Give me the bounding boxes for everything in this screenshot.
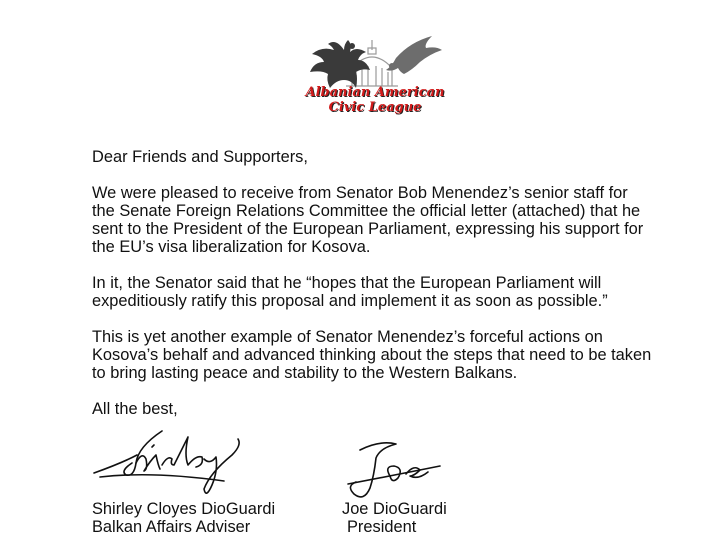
paragraph-3: This is yet another example of Senator Menendez’s forceful actions on Kosova’s behalf and advanced thinking about the steps that need to be taken to bring lasting peace and stability to the Western Balkans. (92, 328, 652, 382)
signature-shirley (92, 425, 282, 505)
closing: All the best, (92, 400, 178, 418)
signer-title: Balkan Affairs Adviser (92, 518, 251, 536)
handwritten-signature-icon (92, 425, 282, 505)
signer-name: Shirley Cloyes DioGuardi (92, 500, 276, 518)
handwritten-signature-icon (340, 436, 460, 506)
signer-name: Joe DioGuardi (342, 500, 447, 518)
salutation: Dear Friends and Supporters, (92, 148, 308, 166)
signer-shirley (92, 500, 275, 536)
signature-joe (340, 436, 460, 506)
letter-body (92, 148, 652, 436)
organization-logo (300, 28, 450, 123)
signer-title: President (347, 518, 417, 536)
paragraph-2: In it, the Senator said that he “hopes that the European Parliament will expeditiously ratify this proposal and implement it as soon as possible.” (92, 274, 608, 310)
logo-text-line-2: Civic League (328, 100, 422, 115)
signer-joe (342, 500, 447, 536)
logo-text-line-1: Albanian American (305, 85, 445, 100)
paragraph-1: We were pleased to receive from Senator Bob Menendez’s senior staff for the Senate Foreign Relations Committee the official letter (attached) that he sent to the President of the European Parliament, expressing his support for the EU’s visa liberalization for Kosova. (92, 184, 644, 256)
